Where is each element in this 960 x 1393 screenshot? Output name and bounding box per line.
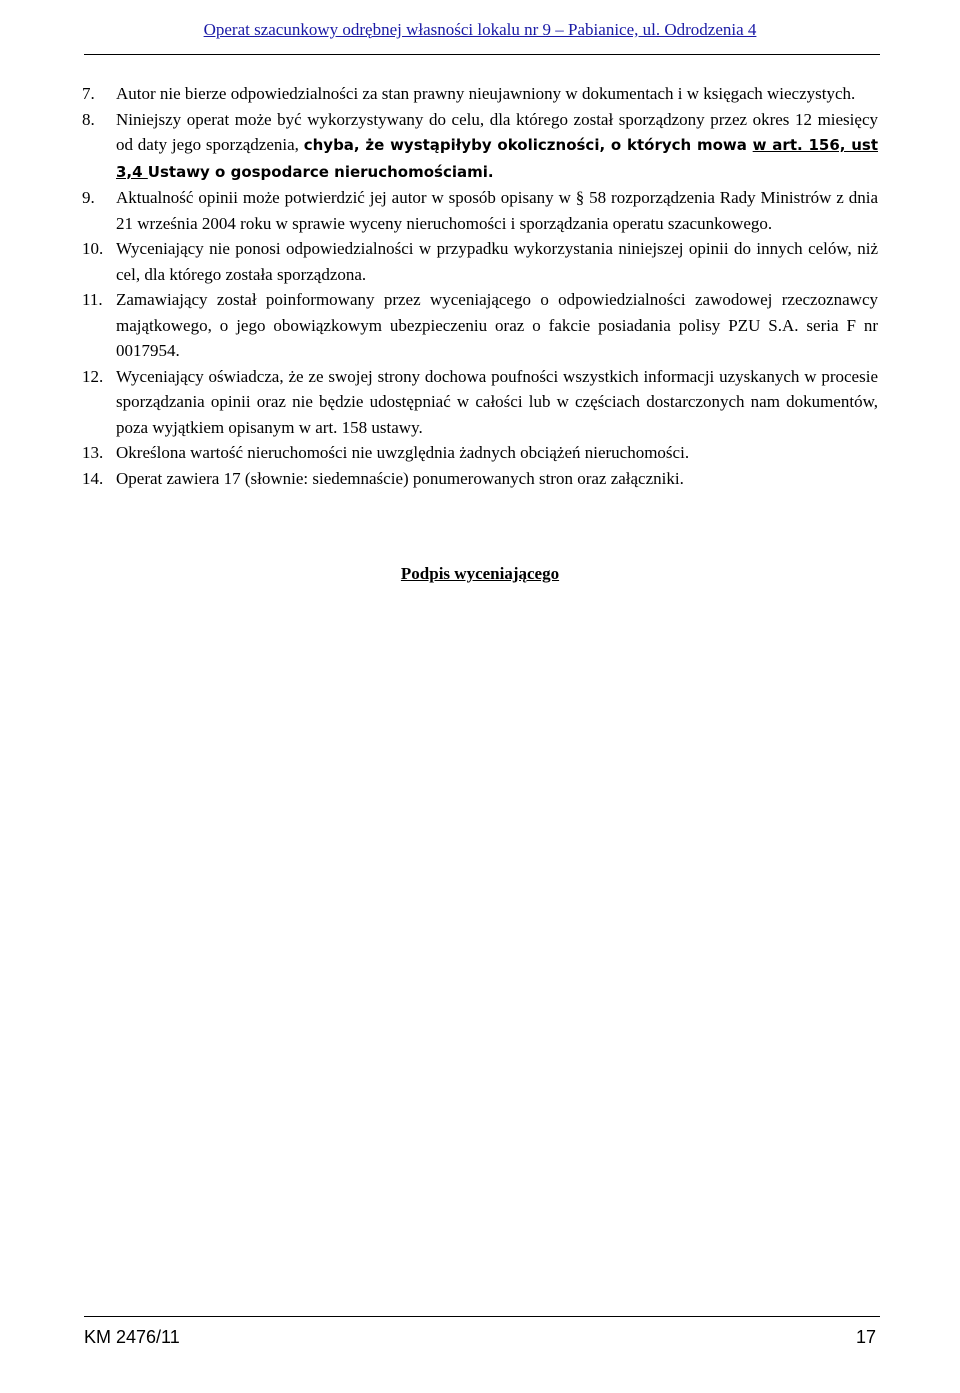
list-item-13 [82, 440, 878, 466]
list-item-text: Określona wartość nieruchomości nie uwzględnia żadnych obciążeń nieruchomości. [116, 443, 690, 462]
list-item-text: Wyceniający nie ponosi odpowiedzialności w przypadku wykorzystania niniejszej opinii do innych celów, niż cel, dla którego została sporządzona. [116, 239, 878, 284]
list-item-7 [82, 81, 878, 107]
footer-reference: KM 2476/11 [84, 1327, 180, 1347]
list-item-text: Aktualność opinii może potwierdzić jej autor w sposób opisany w § 58 rozporządzenia Rady Ministrów z dnia 21 września 2004 roku w sprawie wyceny nieruchomości i sporządzania operatu szacunkowego. [116, 188, 878, 233]
list-item-14 [82, 466, 878, 492]
list-item-text: Zamawiający został poinformowany przez wyceniającego o odpowiedzialności zawodowej rzeczoznawcy majątkowego, o jego obowiązkowym ubezpieczeniu oraz o fakcie posiadania polisy PZU S.A. seria F nr 0017954. [116, 290, 878, 360]
list-item-12 [82, 364, 878, 441]
list-item-8 [82, 107, 878, 186]
list-item-number: 11. [82, 290, 103, 309]
list-item-number: 10. [82, 239, 104, 258]
list-item-text: Wyceniający oświadcza, że ze swojej strony dochowa poufności wszystkich informacji uzyskanych w procesie sporządzania opinii oraz nie będzie udostępniać w całości lub w częściach dostarczonych nam dokumentów, poza wyjątkiem opisanym w art. 158 ustawy. [116, 366, 878, 437]
list-item-number: 7. [82, 84, 95, 103]
list-item-number: 9. [82, 188, 95, 207]
list-item-number: 8. [82, 109, 95, 129]
list-item-number: 13. [82, 443, 104, 462]
list-item-text-bold: chyba, że wystąpiłyby okoliczności, o których mowa [303, 136, 753, 154]
list-item-11 [82, 287, 878, 364]
list-item-text: Autor nie bierze odpowiedzialności za stan prawny nieujawniony w dokumentach i w księgach wieczystych. [116, 84, 856, 103]
list-item-text: Niniejszy operat może być wykorzystywany do celu, dla którego został sporządzony przez okres 12 miesięcy od daty jego sporządzenia, [116, 109, 878, 154]
page-header-title: Operat szacunkowy odrębnej własności lokalu nr 9 – Pabianice, ul. Odrodzenia 4 [203, 20, 757, 39]
list-item-9 [82, 185, 878, 236]
list-item-number: 12. [82, 366, 104, 386]
footer-page-number: 17 [855, 1327, 876, 1347]
list-item-text-bold-end: Ustawy o gospodarce nieruchomościami. [147, 162, 494, 181]
conditions-list [82, 81, 878, 491]
header-divider [84, 54, 880, 55]
list-item-number: 14. [82, 468, 104, 488]
list-item-10 [82, 236, 878, 287]
signature-label: Podpis wyceniającego [400, 564, 560, 583]
footer-divider [84, 1316, 880, 1317]
list-item-text: Operat zawiera 17 (słownie: siedemnaście) ponumerowanych stron oraz załączniki. [116, 468, 684, 488]
list-item-text-bold-underlined: w art. 156, ust 3,4 [116, 136, 879, 181]
